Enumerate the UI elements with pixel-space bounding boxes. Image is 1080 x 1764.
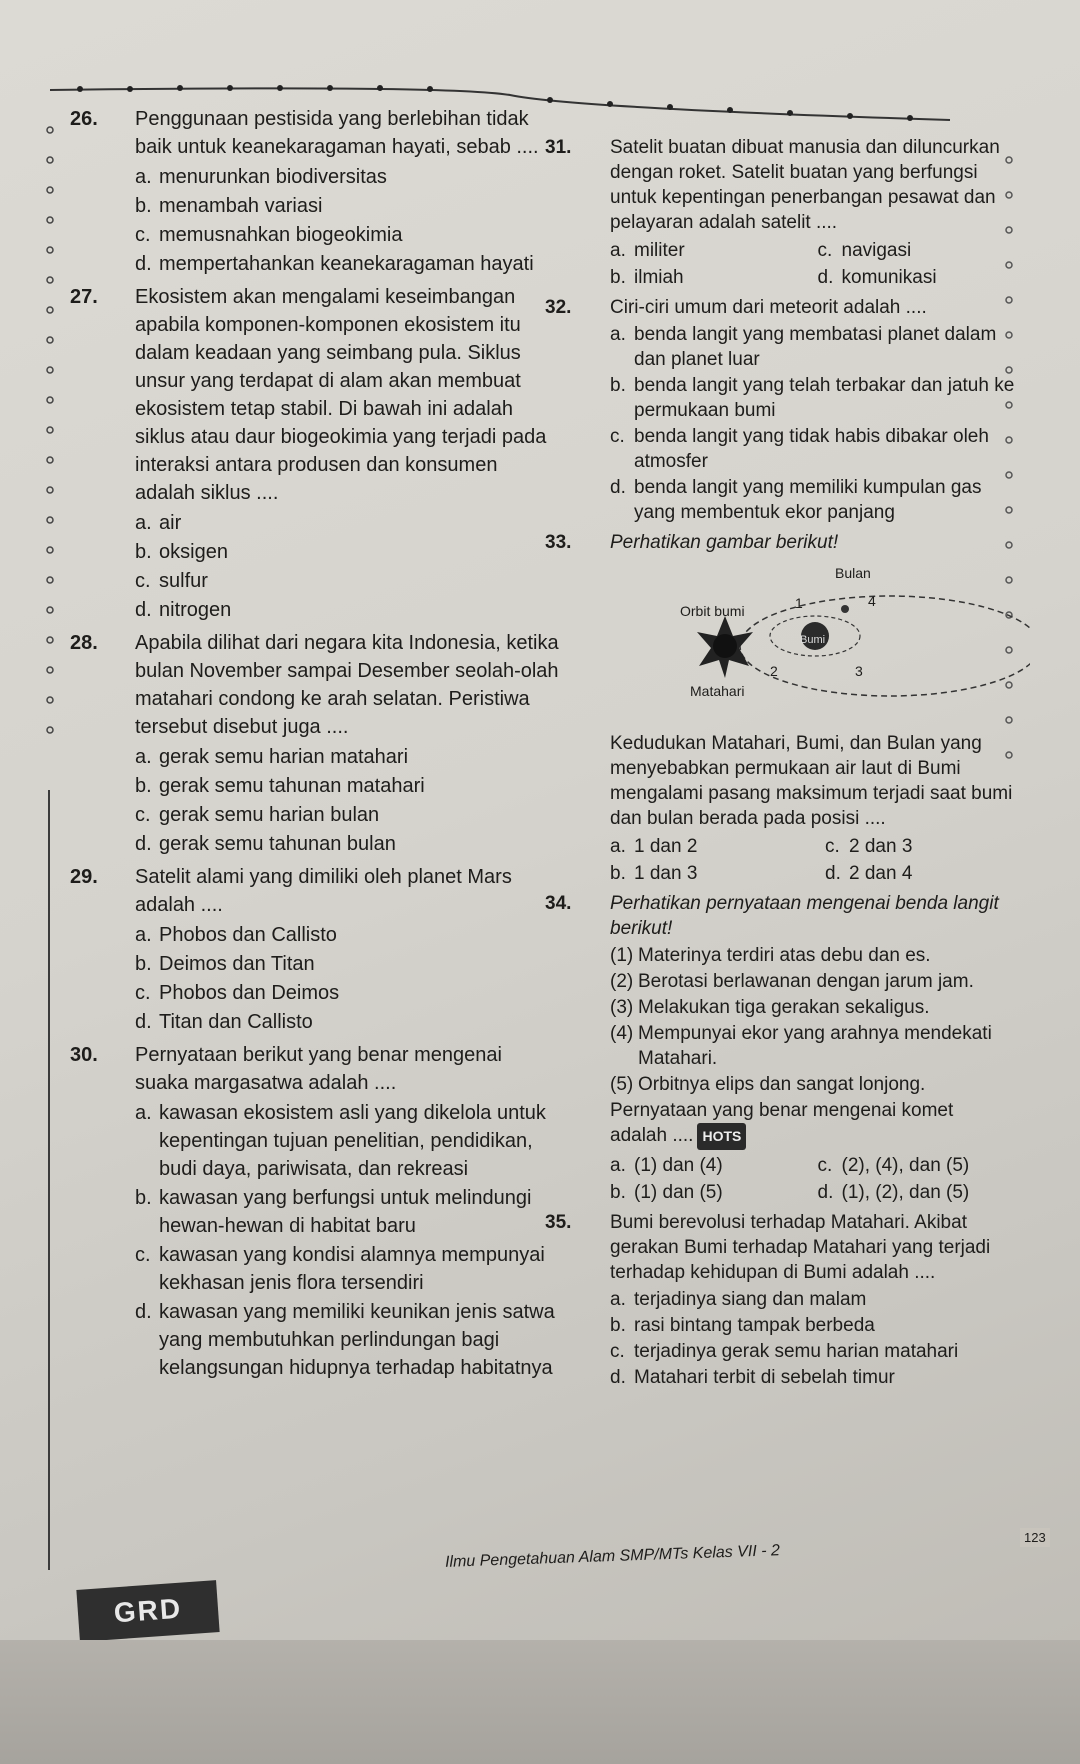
option-c[interactable]: c. terjadinya gerak semu harian matahari bbox=[610, 1341, 959, 1362]
question-33 bbox=[545, 530, 1015, 887]
bumi-label: Bumi bbox=[800, 634, 826, 646]
option-c[interactable]: c. benda langit yang tidak habis dibakar oleh atmosfer bbox=[610, 426, 989, 472]
publisher-logo: GRD bbox=[76, 1580, 219, 1642]
sun-icon bbox=[697, 616, 753, 678]
question-number: 27. bbox=[70, 286, 98, 308]
option-d[interactable]: d. 2 dan 4 bbox=[825, 863, 913, 884]
position-1-label: 1 bbox=[795, 595, 803, 611]
option-d[interactable]: d. Matahari terbit di sebelah timur bbox=[610, 1367, 895, 1388]
option-a[interactable]: a. (1) dan (4) bbox=[610, 1155, 723, 1176]
option-a[interactable]: a. 1 dan 2 bbox=[610, 836, 698, 857]
option-b[interactable]: b. gerak semu tahunan matahari bbox=[135, 775, 425, 797]
option-a[interactable]: a. terjadinya siang dan malam bbox=[610, 1289, 867, 1310]
question-26 bbox=[70, 105, 560, 279]
question-28 bbox=[70, 629, 560, 859]
option-d[interactable]: d. gerak semu tahunan bulan bbox=[135, 833, 396, 855]
option-d[interactable]: d. nitrogen bbox=[135, 599, 232, 621]
option-b[interactable]: b. benda langit yang telah terbakar dan jatuh ke permukaan bumi bbox=[610, 375, 1015, 421]
question-34 bbox=[545, 891, 1015, 1206]
hots-badge: HOTS bbox=[697, 1123, 746, 1150]
question-27 bbox=[70, 283, 560, 625]
question-32 bbox=[545, 295, 1015, 526]
option-b[interactable]: b. rasi bintang tampak berbeda bbox=[610, 1315, 875, 1336]
question-30 bbox=[70, 1041, 560, 1383]
option-c[interactable]: c. navigasi bbox=[817, 240, 912, 261]
question-text: Ekosistem akan mengalami keseimbangan apabila komponen-komponen ekosistem itu dalam keadaan yang seimbang pula. Siklus unsur yang terdapat di alam akan membuat ekosistem tetap stabil. Di bawah ini adalah siklus atau daur biogeokimia yang terjadi pada interaksi antara produsen dan konsumen adalah siklus .... bbox=[135, 286, 547, 504]
option-d[interactable]: d. mempertahankan keanekaragaman hayati bbox=[135, 253, 534, 275]
sun-earth-moon-diagram bbox=[630, 561, 1030, 721]
option-a[interactable]: a. gerak semu harian matahari bbox=[135, 746, 409, 768]
question-text: Bumi berevolusi terhadap Matahari. Akibat gerakan Bumi terhadap Matahari yang terjadi terhadap kehidupan di Bumi adalah .... bbox=[610, 1212, 991, 1283]
question-text: Satelit alami yang dimiliki oleh planet Mars adalah .... bbox=[135, 866, 512, 916]
page-frame-line bbox=[48, 790, 60, 1570]
statement: (5) Orbitnya elips dan sangat lonjong. bbox=[610, 1074, 926, 1095]
right-column bbox=[545, 135, 1015, 1395]
question-number: 35. bbox=[545, 1212, 572, 1233]
question-text: Penggunaan pestisida yang berlebihan tidak baik untuk keanekaragaman hayati, sebab .... bbox=[135, 108, 539, 158]
position-3-label: 3 bbox=[855, 663, 863, 679]
position-4-label: 4 bbox=[868, 593, 876, 609]
question-number: 30. bbox=[70, 1044, 98, 1066]
question-text: Apabila dilihat dari negara kita Indonesia, ketika bulan November sampai Desember seolah-olah matahari condong ke arah selatan. Peristiwa tersebut disebut juga .... bbox=[135, 632, 559, 738]
page-number: 123 bbox=[1020, 1528, 1050, 1547]
question-number: 29. bbox=[70, 866, 98, 888]
moon-icon bbox=[841, 605, 849, 613]
option-a[interactable]: a. benda langit yang membatasi planet dalam dan planet luar bbox=[610, 324, 997, 370]
option-a[interactable]: a. air bbox=[135, 512, 182, 534]
question-text: Pernyataan yang benar mengenai komet adalah .... HOTS bbox=[610, 1098, 1015, 1150]
option-c[interactable]: c. (2), (4), dan (5) bbox=[817, 1155, 970, 1176]
matahari-label: Matahari bbox=[690, 683, 745, 699]
book-title-footer: Ilmu Pengetahuan Alam SMP/MTs Kelas VII - 2 bbox=[444, 1542, 781, 1571]
option-c[interactable]: c. memusnahkan biogeokimia bbox=[135, 224, 403, 246]
option-d[interactable]: d. benda langit yang memiliki kumpulan gas yang membentuk ekor panjang bbox=[610, 477, 982, 523]
option-a[interactable]: a. menurunkan biodiversitas bbox=[135, 166, 387, 188]
option-d[interactable]: d. kawasan yang memiliki keunikan jenis satwa yang membutuhkan perlindungan bagi kelangsungan hidupnya terhadap habitatnya bbox=[135, 1301, 555, 1379]
question-29 bbox=[70, 863, 560, 1037]
table-surface bbox=[0, 1640, 1080, 1764]
statement: (2) Berotasi berlawanan dengan jarum jam. bbox=[610, 971, 974, 992]
question-number: 28. bbox=[70, 632, 98, 654]
option-a[interactable]: a. Phobos dan Callisto bbox=[135, 924, 337, 946]
question-instruction: Perhatikan gambar berikut! bbox=[610, 532, 839, 553]
statement: (4) Mempunyai ekor yang arahnya mendekati Matahari. bbox=[610, 1023, 992, 1069]
option-c[interactable]: c. 2 dan 3 bbox=[825, 836, 913, 857]
orbit-label: Orbit bumi bbox=[680, 603, 745, 619]
option-c[interactable]: c. gerak semu harian bulan bbox=[135, 804, 380, 826]
option-c[interactable]: c. kawasan yang kondisi alamnya mempunyai kekhasan jenis flora tersendiri bbox=[135, 1244, 545, 1294]
option-b[interactable]: b. (1) dan (5) bbox=[610, 1182, 723, 1203]
question-text: Satelit buatan dibuat manusia dan diluncurkan dengan roket. Satelit buatan yang berfungsi untuk kepentingan penerbangan pesawat dan pelayaran adalah satelit .... bbox=[610, 137, 1000, 233]
option-b[interactable]: b. 1 dan 3 bbox=[610, 863, 698, 884]
option-b[interactable]: b. Deimos dan Titan bbox=[135, 953, 315, 975]
option-c[interactable]: c. sulfur bbox=[135, 570, 208, 592]
option-c[interactable]: c. Phobos dan Deimos bbox=[135, 982, 340, 1004]
option-b[interactable]: b. oksigen bbox=[135, 541, 228, 563]
question-number: 26. bbox=[70, 108, 98, 130]
question-31 bbox=[545, 135, 1015, 291]
option-b[interactable]: b. menambah variasi bbox=[135, 195, 323, 217]
statement: (1) Materinya terdiri atas debu dan es. bbox=[610, 945, 931, 966]
option-b[interactable]: b. ilmiah bbox=[610, 267, 684, 288]
option-d[interactable]: d. (1), (2), dan (5) bbox=[817, 1182, 970, 1203]
question-number: 32. bbox=[545, 297, 572, 318]
question-number: 31. bbox=[545, 137, 572, 158]
question-instruction: Perhatikan pernyataan mengenai benda langit berikut! bbox=[610, 893, 999, 939]
option-a[interactable]: a. militer bbox=[610, 240, 685, 261]
position-2-label: 2 bbox=[770, 663, 778, 679]
question-number: 34. bbox=[545, 893, 572, 914]
left-column bbox=[70, 105, 560, 1387]
option-a[interactable]: a. kawasan ekosistem asli yang dikelola untuk kepentingan tujuan penelitian, pendidikan, budi daya, pariwisata, dan rekreasi bbox=[135, 1102, 546, 1180]
question-text: Pernyataan berikut yang benar mengenai suaka margasatwa adalah .... bbox=[135, 1044, 502, 1094]
question-text: Ciri-ciri umum dari meteorit adalah .... bbox=[610, 297, 927, 318]
bulan-label: Bulan bbox=[835, 565, 871, 581]
question-number: 33. bbox=[545, 532, 572, 553]
option-b[interactable]: b. kawasan yang berfungsi untuk melindungi hewan-hewan di habitat baru bbox=[135, 1187, 532, 1237]
question-35 bbox=[545, 1210, 1015, 1391]
statement: (3) Melakukan tiga gerakan sekaligus. bbox=[610, 997, 930, 1018]
option-d[interactable]: d. komunikasi bbox=[817, 267, 937, 288]
option-d[interactable]: d. Titan dan Callisto bbox=[135, 1011, 313, 1033]
binding-rings-left bbox=[40, 120, 60, 820]
question-text: Kedudukan Matahari, Bumi, dan Bulan yang menyebabkan permukaan air laut di Bumi mengalami pasang maksimum terjadi saat bumi dan bulan berada pada posisi .... bbox=[610, 733, 1013, 829]
